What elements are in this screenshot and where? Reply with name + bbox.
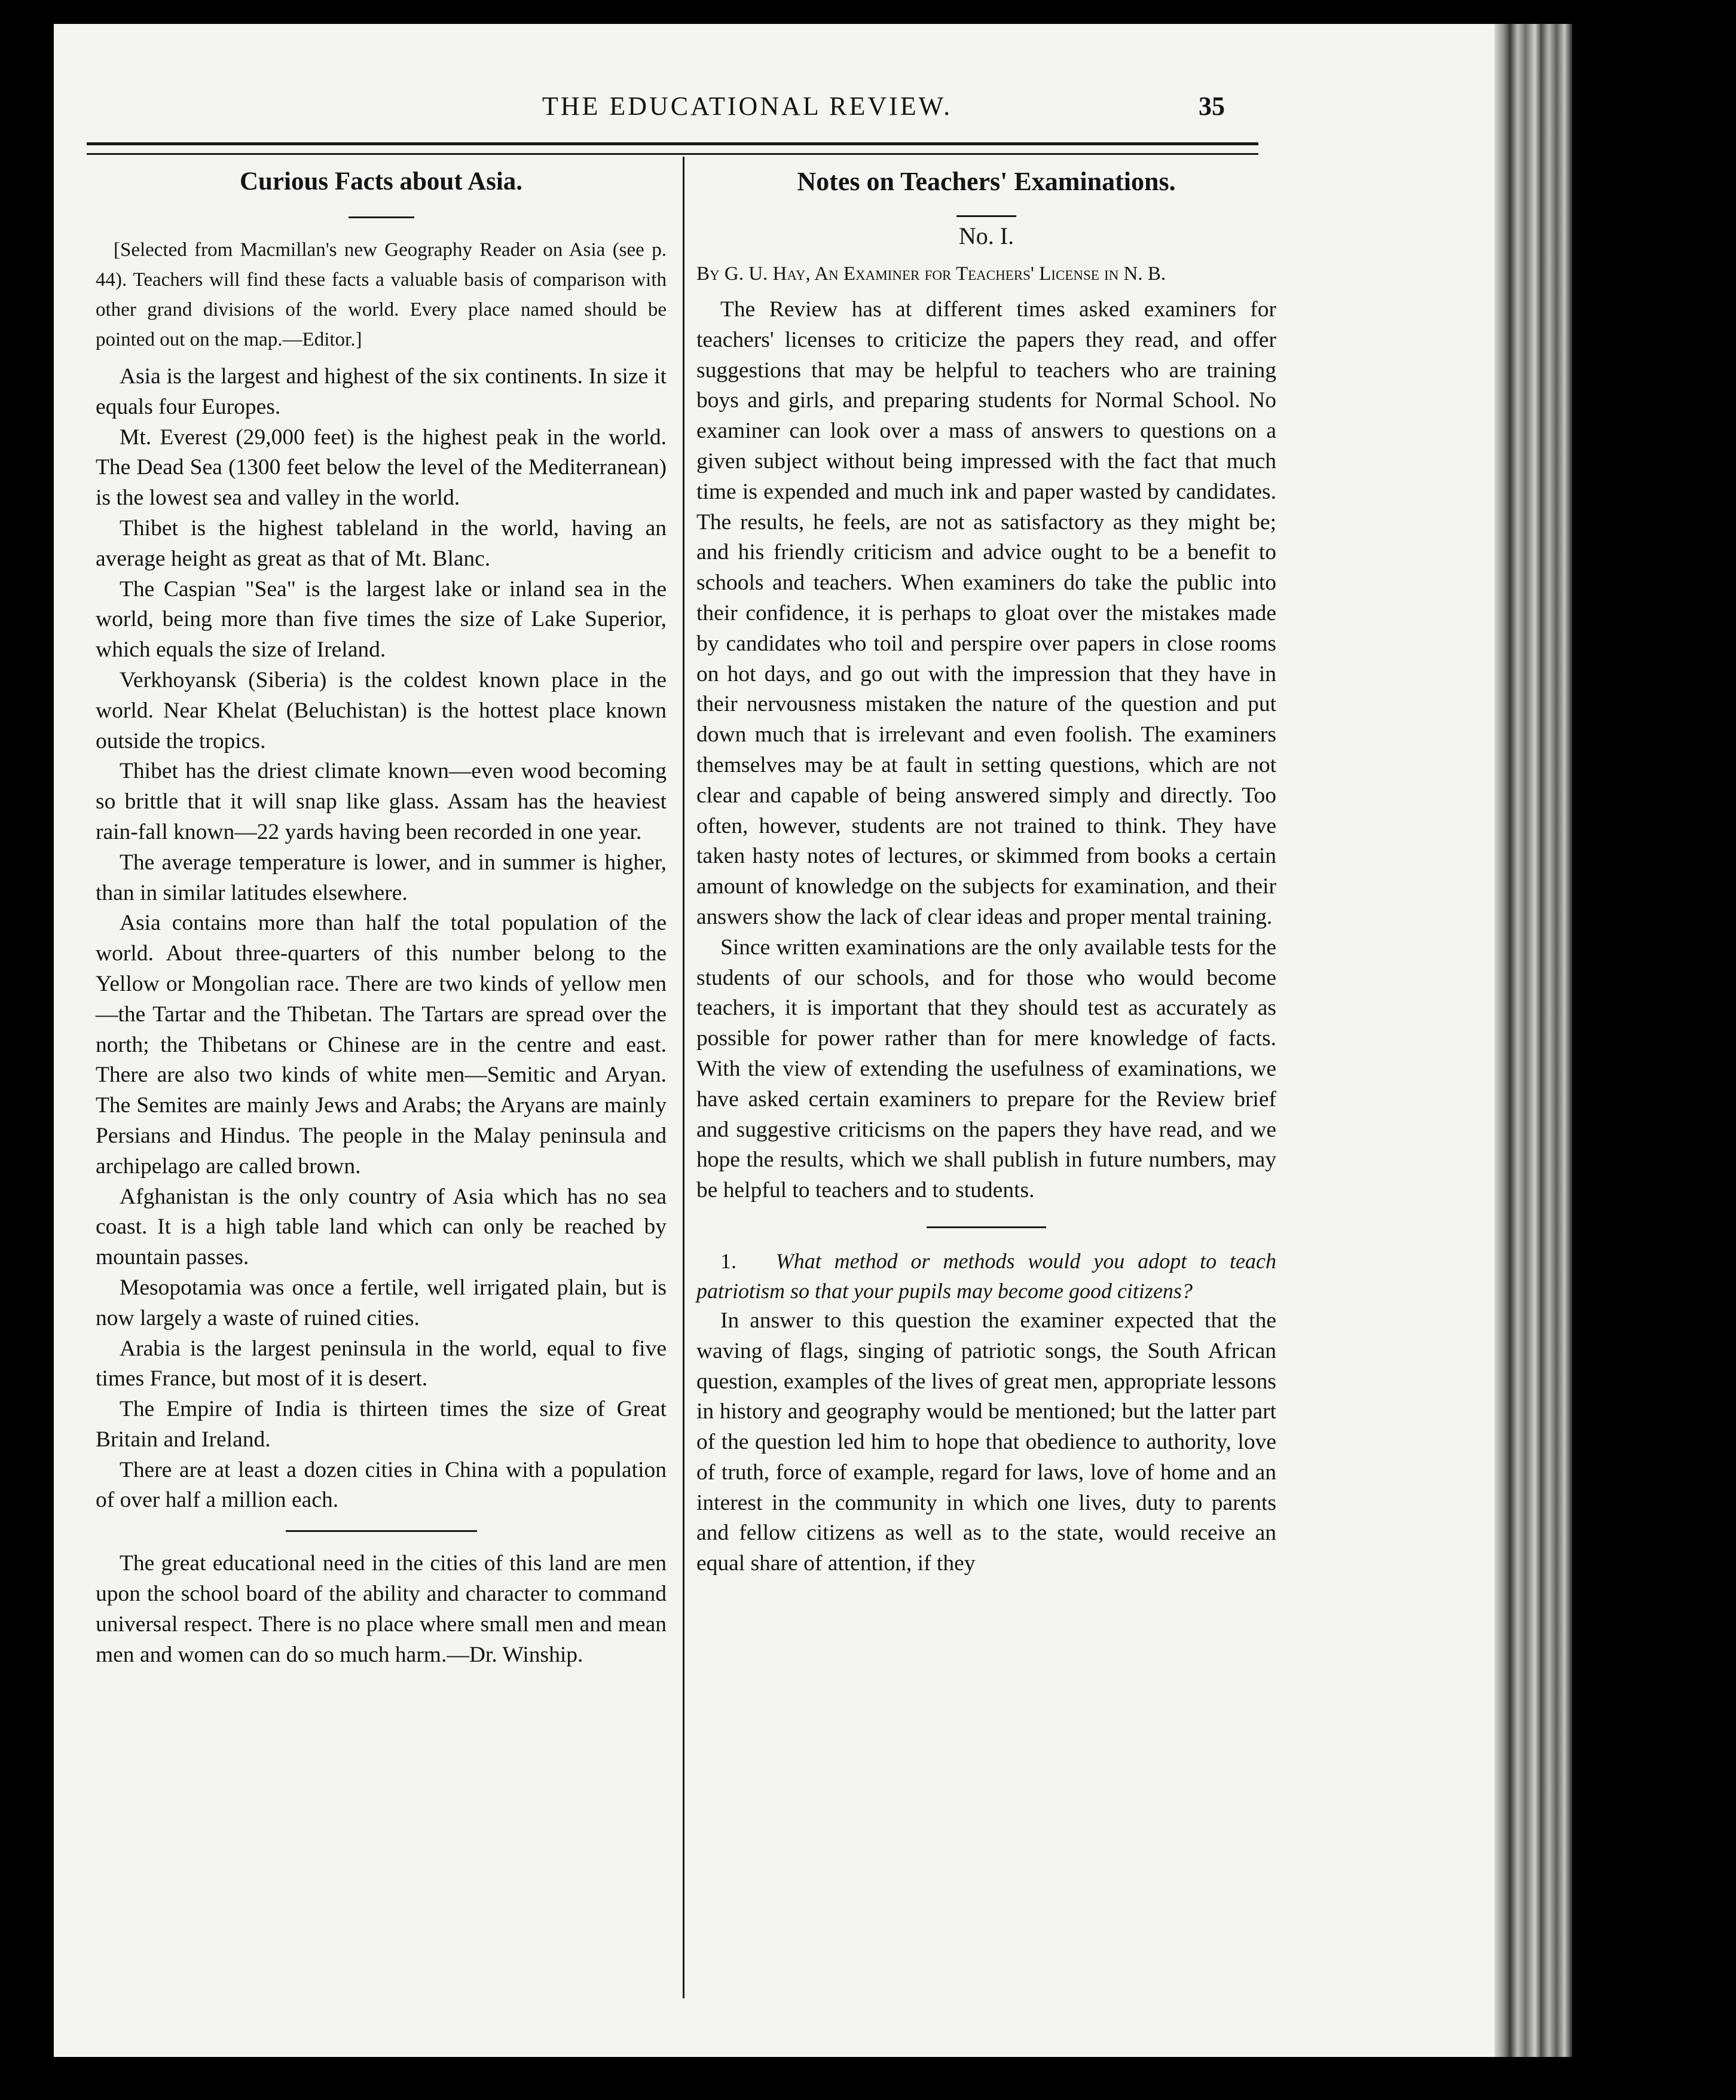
question-text: What method or methods would you adopt to teach patriotism so that your pupils may become good citizens?	[696, 1249, 1277, 1303]
right-column	[696, 165, 1276, 1579]
book-page-edges	[1494, 24, 1572, 2057]
article-paragraph: Mt. Everest (29,000 feet) is the highest peak in the world. The Dead Sea (1300 feet below the level of the Mediterranean) is the lowest sea and valley in the world.	[96, 425, 667, 511]
article-paragraph: Thibet has the driest climate known—even wood becoming so brittle that it will snap like glass. Assam has the heaviest rain-fall known—22 yards having been recorded in one year.	[96, 759, 667, 844]
header-rule-thin	[87, 153, 1258, 155]
article-paragraph: Thibet is the highest tableland in the world, having an average height as great as that of Mt. Blanc.	[96, 515, 667, 571]
byline: By G. U. Hay, An Examiner for Teachers' License in N. B.	[696, 263, 1166, 285]
article-paragraph: The Caspian "Sea" is the largest lake or inland sea in the world, being more than five times the size of Lake Superior, which equals the size of Ireland.	[96, 576, 667, 663]
heading-rule	[349, 216, 414, 218]
running-head	[0, 83, 1497, 130]
article-number: No. I.	[958, 222, 1014, 249]
section-rule	[927, 1226, 1046, 1228]
column-divider	[683, 157, 684, 1998]
article-paragraph: Asia contains more than half the total population of the world. About three-quarters of this number belong to the Yellow or Mongolian race. There are two kinds of yellow men—the Tartar and the Thibetan. The Tartars are spread over the north; the Thibetans or Chinese are in the centre and east. There are also two kinds of white men—Semitic and Aryan. The Semites are mainly Jews and Arabs; the Aryans are mainly Persians and Hindus. The people in the Malay peninsula and archipelago are called brown.	[96, 911, 667, 1179]
article-paragraph: Mesopotamia was once a fertile, well irrigated plain, but is now largely a waste of ruined cities.	[96, 1275, 667, 1330]
editor-note: [Selected from Macmillan's new Geography Reader on Asia (see p. 44). Teachers will find these facts a valuable basis of comparison with other grand divisions of the world. Every place named should be pointed out on the map.—Editor.]	[96, 239, 667, 350]
article-paragraph: The Empire of India is thirteen times the size of Great Britain and Ireland.	[96, 1397, 667, 1452]
closing-paragraph: The great educational need in the cities of this land are men upon the school board of the ability and character to command universal respect. There is no place where small men and mean men and women can do so much harm.—Dr. Winship.	[96, 1551, 667, 1667]
article-paragraph: The average temperature is lower, and in summer is higher, than in similar latitudes elsewhere.	[96, 850, 667, 905]
article-paragraph: The Review has at different times asked examiners for teachers' licenses to criticize the papers they read, and offer suggestions that may be helpful to teachers who are training boys and girls, and preparing students for Normal School. No examiner can look over a mass of answers to questions on a given subject without being impressed with the fact that much time is expended and much ink and paper wasted by candidates. The results, he feels, are not as satisfactory as they might be; and his friendly criticism and advice ought to be a benefit to schools and teachers. When examiners do take the public into their confidence, it is perhaps to gloat over the mistakes made by candidates who toil and perspire over papers in close rooms on hot days, and go out with the impression that they have in their nervousness mistaken the nature of the question and put down much that is irrelevant and even foolish. The examiners themselves may be at fault in setting questions, which are not clear and capable of being answered simply and directly. Too often, however, students are not trained to think. They have taken hasty notes of lectures, or skimmed from books a certain amount of knowledge on the subjects for examination, and their answers show the lack of clear ideas and proper mental training.	[696, 297, 1276, 929]
article-paragraph: Since written examinations are the only available tests for the students of our schools, and for those who would become teachers, it is important that they should test as accurately as possible for power rather than for mere knowledge of facts. With the view of extending the usefulness of examinations, we have asked certain examiners to prepare for the Review brief and suggestive criticisms on the papers they have read, and we hope the results, which we shall publish in future numbers, may be helpful to teachers and to students.	[696, 935, 1276, 1203]
article-paragraph: Verkhoyansk (Siberia) is the coldest known place in the world. Near Khelat (Beluchistan) is the hottest place known outside the tropics.	[96, 667, 667, 753]
journal-title: THE EDUCATIONAL REVIEW.	[542, 91, 953, 121]
exam-question	[696, 1246, 1276, 1306]
article-paragraph: Afghanistan is the only country of Asia which has no sea coast. It is a high table land which can only be reached by mountain passes.	[96, 1184, 667, 1270]
heading-rule	[956, 215, 1016, 217]
article-heading-asia: Curious Facts about Asia.	[239, 167, 523, 196]
article-paragraph: Arabia is the largest peninsula in the world, equal to five times France, but most of it is desert.	[96, 1336, 667, 1391]
article-paragraph: There are at least a dozen cities in China with a population of over half a million each.	[96, 1457, 667, 1513]
question-number: 1.	[720, 1249, 736, 1273]
article-heading-examinations: Notes on Teachers' Examinations.	[797, 167, 1176, 196]
answer-paragraph: In answer to this question the examiner expected that the waving of flags, singing of patriotic songs, the South African question, examples of the lives of great men, appropriate lessons in history and geography would be mentioned; but the latter part of the question led him to hope that obedience to authority, love of truth, force of example, regard for laws, love of home and an interest in the community in which one lives, duty to parents and fellow citizens as well as to the state, would receive an equal share of attention, if they	[696, 1308, 1276, 1576]
left-column	[96, 165, 667, 1670]
header-rule-thick	[87, 142, 1258, 145]
page-number: 35	[1199, 91, 1225, 121]
article-paragraph: Asia is the largest and highest of the six continents. In size it equals four Europes.	[96, 364, 667, 419]
section-rule	[286, 1530, 477, 1532]
